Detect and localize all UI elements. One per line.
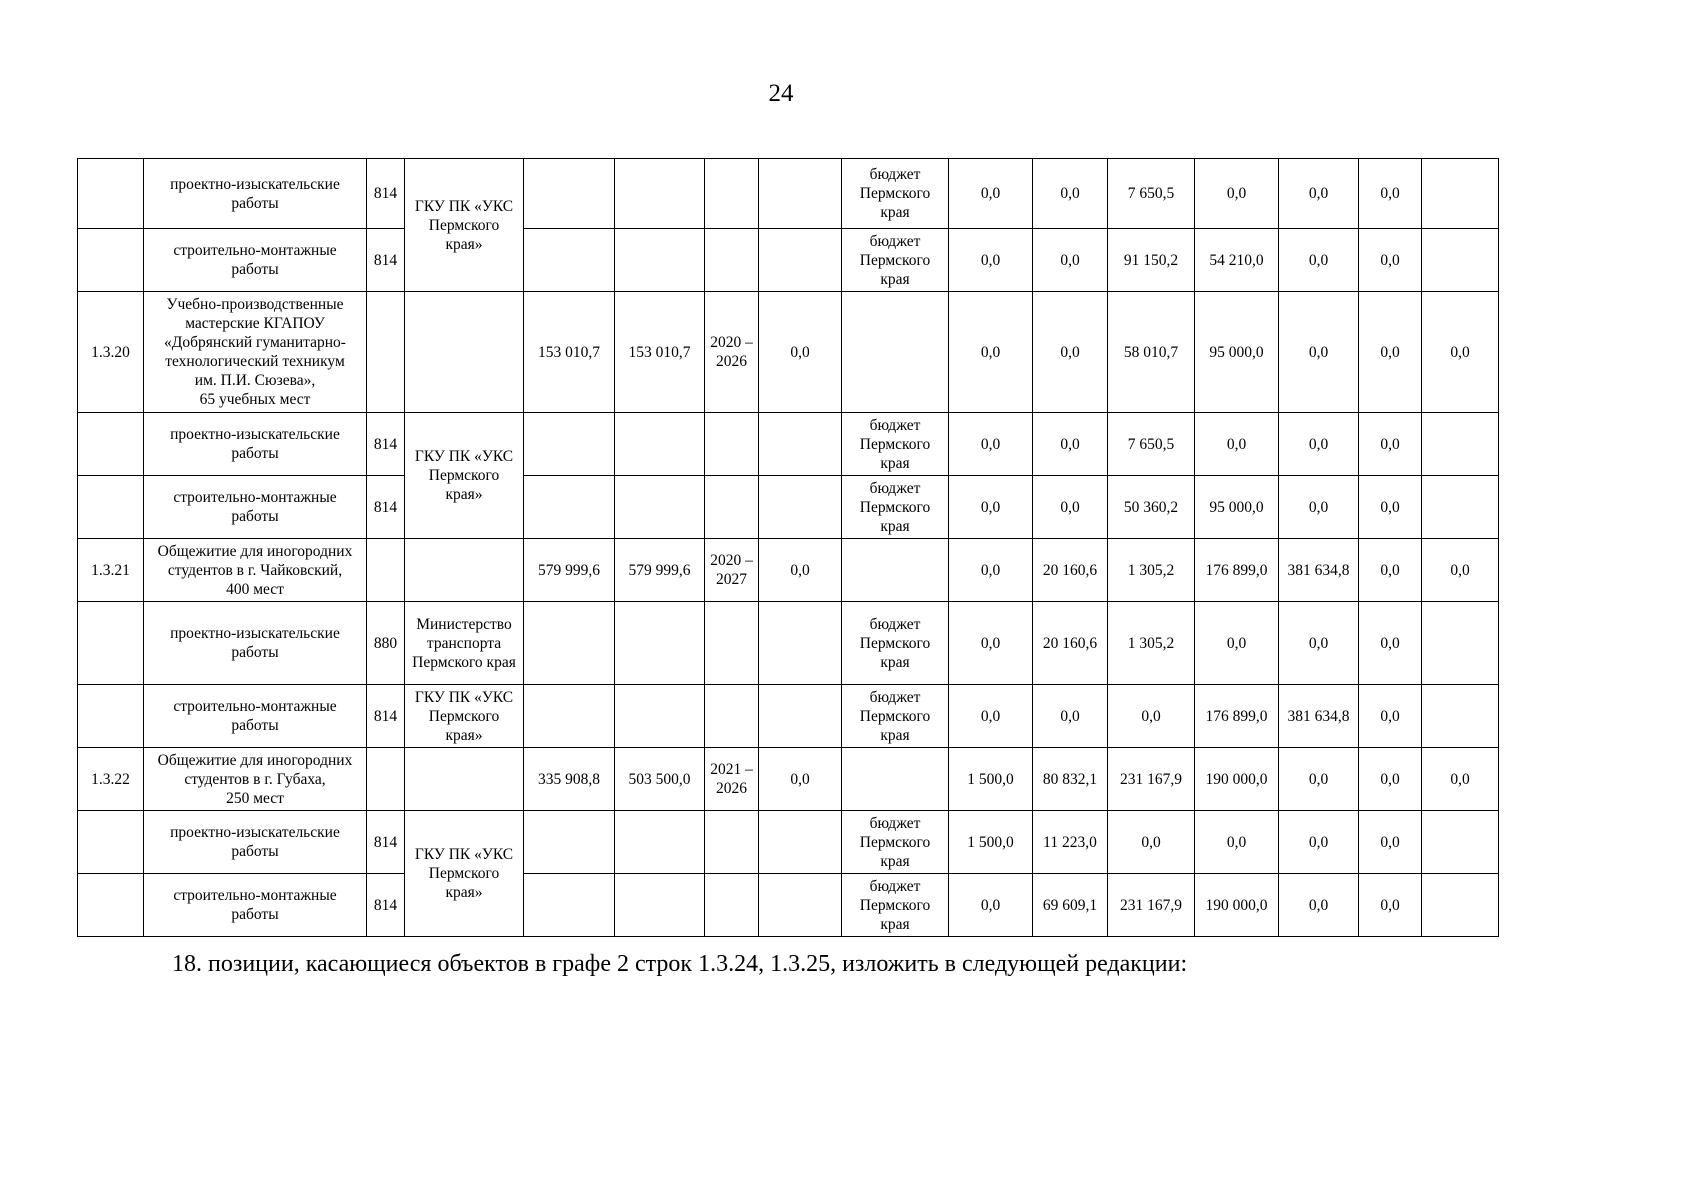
value-cell: 0,0 [949,874,1033,937]
row-number-cell [78,159,144,229]
remaining-cost-cell: 0,0 [759,748,842,811]
funding-source-cell [842,292,949,413]
value-cell: 0,0 [1279,292,1359,413]
code-cell: 814 [367,229,405,292]
value-cell: 0,0 [1033,685,1108,748]
value-cell: 176 899,0 [1195,539,1279,602]
code-cell [367,292,405,413]
value-cell: 1 305,2 [1108,602,1195,685]
value-cell: 0,0 [1195,159,1279,229]
empty-cell [524,229,615,292]
value-cell: 0,0 [949,539,1033,602]
value-cell: 0,0 [1359,413,1422,476]
period-cell: 2020 – 2026 [705,292,759,413]
code-cell [367,748,405,811]
empty-cell [759,229,842,292]
code-cell: 814 [367,159,405,229]
row-number-cell [78,685,144,748]
empty-cell [1422,874,1499,937]
funding-source-cell: бюджет Пермского края [842,159,949,229]
value-cell: 11 223,0 [1033,811,1108,874]
value-cell: 0,0 [949,685,1033,748]
value-cell: 0,0 [1279,413,1359,476]
period-cell: 2020 – 2027 [705,539,759,602]
object-name-cell: проектно-изыскательские работы [144,159,367,229]
code-cell: 814 [367,413,405,476]
row-number-cell: 1.3.20 [78,292,144,413]
value-cell: 231 167,9 [1108,748,1195,811]
empty-cell [1422,229,1499,292]
empty-cell [524,811,615,874]
funding-source-cell: бюджет Пермского края [842,476,949,539]
value-cell: 0,0 [1279,159,1359,229]
empty-cell [705,159,759,229]
empty-cell [524,476,615,539]
empty-cell [615,413,705,476]
amendment-note: 18. позиции, касающиеся объектов в графе 2 строк 1.3.24, 1.3.25, изложить в следующей редакции: [172,951,1188,977]
value-cell: 0,0 [1279,874,1359,937]
value-cell: 0,0 [1108,685,1195,748]
empty-cell [1422,685,1499,748]
table-row [78,413,1499,476]
value-cell: 0,0 [1033,292,1108,413]
value-cell: 95 000,0 [1195,476,1279,539]
empty-cell [705,229,759,292]
empty-cell [705,874,759,937]
value-cell: 58 010,7 [1108,292,1195,413]
table-row [78,685,1499,748]
value-cell: 0,0 [1359,292,1422,413]
empty-cell [524,685,615,748]
table-row [78,748,1499,811]
value-cell: 176 899,0 [1195,685,1279,748]
table-row [78,874,1499,937]
empty-cell [1422,413,1499,476]
value-cell: 0,0 [1108,811,1195,874]
page-number: 24 [768,80,794,107]
object-name-cell: Учебно-производственные мастерские КГАПОУ «Добрянский гуманитарно- технологический техникум им. П.И. Сюзева», 65 учебных мест [144,292,367,413]
value-cell: 0,0 [1359,874,1422,937]
object-name-cell: проектно-изыскательские работы [144,811,367,874]
estimated-cost-cell: 153 010,7 [524,292,615,413]
empty-cell [1422,811,1499,874]
empty-cell [1422,476,1499,539]
value-cell: 0,0 [949,229,1033,292]
funding-source-cell: бюджет Пермского края [842,874,949,937]
value-cell: 0,0 [949,602,1033,685]
object-name-cell: строительно-монтажные работы [144,229,367,292]
value-cell: 0,0 [1359,811,1422,874]
object-name-cell: Общежитие для иногородних студентов в г. Чайковский, 400 мест [144,539,367,602]
value-cell: 0,0 [1422,292,1499,413]
estimated-cost-cell: 335 908,8 [524,748,615,811]
funding-source-cell: бюджет Пермского края [842,811,949,874]
value-cell: 0,0 [1359,159,1422,229]
empty-cell [759,159,842,229]
value-cell: 1 500,0 [949,811,1033,874]
organization-cell: ГКУ ПК «УКС Пермского края» [405,413,524,539]
funding-source-cell [842,748,949,811]
value-cell: 0,0 [1279,229,1359,292]
empty-cell [615,229,705,292]
row-number-cell [78,602,144,685]
funding-source-cell: бюджет Пермского края [842,229,949,292]
value-cell: 0,0 [1359,539,1422,602]
organization-cell: Министерство транспорта Пермского края [405,602,524,685]
value-cell: 0,0 [949,476,1033,539]
value-cell: 80 832,1 [1033,748,1108,811]
empty-cell [524,159,615,229]
funding-source-cell [842,539,949,602]
code-cell [367,539,405,602]
value-cell: 54 210,0 [1195,229,1279,292]
table-row [78,476,1499,539]
value-cell: 95 000,0 [1195,292,1279,413]
organization-cell [405,539,524,602]
total-cost-cell: 153 010,7 [615,292,705,413]
value-cell: 0,0 [1279,811,1359,874]
object-name-cell: Общежитие для иногородних студентов в г. Губаха, 250 мест [144,748,367,811]
value-cell: 0,0 [1359,602,1422,685]
empty-cell [705,685,759,748]
empty-cell [524,413,615,476]
value-cell: 20 160,6 [1033,539,1108,602]
empty-cell [705,811,759,874]
value-cell: 20 160,6 [1033,602,1108,685]
empty-cell [615,811,705,874]
row-number-cell [78,811,144,874]
row-number-cell [78,229,144,292]
value-cell: 190 000,0 [1195,874,1279,937]
object-name-cell: строительно-монтажные работы [144,685,367,748]
estimated-cost-cell: 579 999,6 [524,539,615,602]
empty-cell [759,874,842,937]
value-cell: 50 360,2 [1108,476,1195,539]
empty-cell [615,476,705,539]
object-name-cell: проектно-изыскательские работы [144,413,367,476]
organization-cell [405,748,524,811]
funding-source-cell: бюджет Пермского края [842,602,949,685]
funding-source-cell: бюджет Пермского края [842,685,949,748]
code-cell: 814 [367,476,405,539]
value-cell: 0,0 [1033,229,1108,292]
value-cell: 0,0 [1279,602,1359,685]
organization-cell: ГКУ ПК «УКС Пермского края» [405,685,524,748]
table-row [78,602,1499,685]
empty-cell [705,476,759,539]
value-cell: 0,0 [1195,413,1279,476]
value-cell: 0,0 [1359,685,1422,748]
empty-cell [615,602,705,685]
organization-cell [405,292,524,413]
table-body [78,159,1499,937]
table-row [78,539,1499,602]
value-cell: 0,0 [1279,476,1359,539]
empty-cell [524,602,615,685]
empty-cell [524,874,615,937]
value-cell: 190 000,0 [1195,748,1279,811]
value-cell: 7 650,5 [1108,413,1195,476]
table-row [78,811,1499,874]
value-cell: 381 634,8 [1279,685,1359,748]
code-cell: 880 [367,602,405,685]
value-cell: 0,0 [1195,811,1279,874]
value-cell: 0,0 [1422,539,1499,602]
row-number-cell [78,413,144,476]
value-cell: 0,0 [1033,476,1108,539]
table-row [78,159,1499,229]
row-number-cell: 1.3.22 [78,748,144,811]
funding-source-cell: бюджет Пермского края [842,413,949,476]
value-cell: 0,0 [1279,748,1359,811]
empty-cell [759,476,842,539]
empty-cell [615,685,705,748]
value-cell: 0,0 [1195,602,1279,685]
total-cost-cell: 503 500,0 [615,748,705,811]
empty-cell [1422,159,1499,229]
empty-cell [759,602,842,685]
empty-cell [759,413,842,476]
empty-cell [705,413,759,476]
empty-cell [759,811,842,874]
table-row [78,292,1499,413]
value-cell: 0,0 [1033,159,1108,229]
value-cell: 231 167,9 [1108,874,1195,937]
row-number-cell [78,874,144,937]
value-cell: 1 500,0 [949,748,1033,811]
code-cell: 814 [367,811,405,874]
value-cell: 69 609,1 [1033,874,1108,937]
code-cell: 814 [367,874,405,937]
empty-cell [1422,602,1499,685]
value-cell: 0,0 [949,413,1033,476]
value-cell: 0,0 [1359,476,1422,539]
value-cell: 0,0 [949,159,1033,229]
total-cost-cell: 579 999,6 [615,539,705,602]
period-cell: 2021 – 2026 [705,748,759,811]
value-cell: 381 634,8 [1279,539,1359,602]
value-cell: 0,0 [949,292,1033,413]
organization-cell: ГКУ ПК «УКС Пермского края» [405,159,524,292]
object-name-cell: проектно-изыскательские работы [144,602,367,685]
value-cell: 91 150,2 [1108,229,1195,292]
budget-table [77,158,1499,937]
remaining-cost-cell: 0,0 [759,539,842,602]
empty-cell [615,874,705,937]
empty-cell [615,159,705,229]
value-cell: 1 305,2 [1108,539,1195,602]
table-row [78,229,1499,292]
empty-cell [705,602,759,685]
organization-cell: ГКУ ПК «УКС Пермского края» [405,811,524,937]
value-cell: 0,0 [1359,748,1422,811]
row-number-cell: 1.3.21 [78,539,144,602]
value-cell: 7 650,5 [1108,159,1195,229]
value-cell: 0,0 [1033,413,1108,476]
code-cell: 814 [367,685,405,748]
object-name-cell: строительно-монтажные работы [144,476,367,539]
empty-cell [759,685,842,748]
row-number-cell [78,476,144,539]
remaining-cost-cell: 0,0 [759,292,842,413]
object-name-cell: строительно-монтажные работы [144,874,367,937]
value-cell: 0,0 [1359,229,1422,292]
value-cell: 0,0 [1422,748,1499,811]
